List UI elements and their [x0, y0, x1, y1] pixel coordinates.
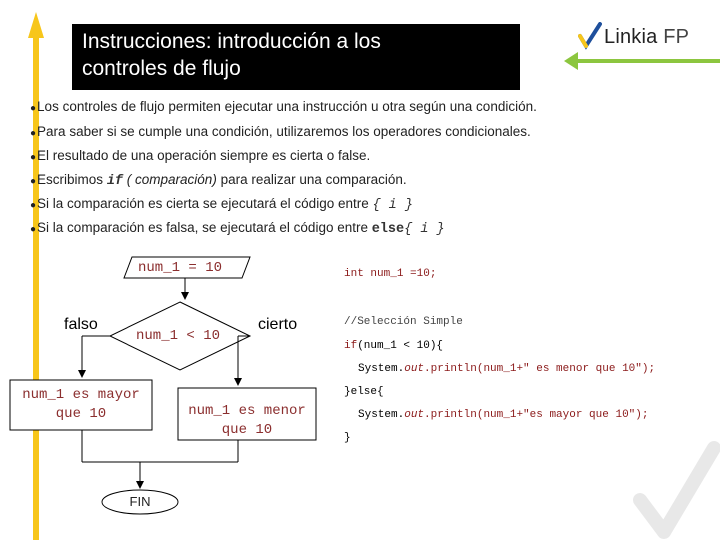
end-label: FIN [129, 494, 151, 509]
title-line-1: Instrucciones: introducción a los [82, 30, 381, 53]
title-line-2: controles de flujo [82, 57, 241, 80]
true-box-line-2: que 10 [221, 422, 273, 438]
bullet-5: ●Si la comparación es cierta se ejecutará el código entre { i } [30, 196, 413, 213]
false-box-text [10, 386, 152, 424]
code-line-5: }else{ [344, 386, 384, 398]
bullet-3: ●El resultado de una operación siempre es cierta o false. [30, 148, 371, 163]
check-logo-icon [578, 22, 602, 50]
assign-label: num_1 = 10 [138, 260, 223, 276]
code-line-2: //Selección Simple [344, 316, 463, 328]
true-label: cierto [258, 316, 298, 333]
checkmark-decoration-icon [630, 440, 720, 540]
bullet-1: ●Los controles de flujo permiten ejecutar una instrucción u otra según una condición. [30, 99, 537, 114]
code-line-4: System.out.println(num_1+" es menor que 10"); [358, 363, 656, 375]
code-line-6: System.out.println(num_1+"es mayor que 10"); [358, 409, 649, 421]
condition-label: num_1 < 10 [136, 328, 221, 344]
code-line-1: int num_1 =10; [344, 268, 437, 280]
code-line-7: } [344, 432, 351, 444]
false-label: falso [64, 316, 98, 333]
bullet-4: ●Escribimos if ( comparación) para realizar una comparación. [30, 172, 407, 189]
bullet-6: ●Si la comparación es falsa, se ejecutará el código entre else{ i } [30, 220, 445, 237]
bullet-2: ●Para saber si se cumple una condición, utilizaremos los operadores condicionales. [30, 124, 531, 139]
true-box-text [178, 402, 316, 440]
code-line-3: if(num_1 < 10){ [344, 340, 444, 352]
page-title [72, 24, 520, 90]
linkia-logo [578, 22, 708, 52]
true-box-line-1: num_1 es menor [188, 403, 306, 419]
false-box-line-1: num_1 es mayor [22, 387, 140, 403]
false-box-line-2: que 10 [55, 406, 107, 422]
logo-text: Linkia FP [604, 26, 690, 48]
